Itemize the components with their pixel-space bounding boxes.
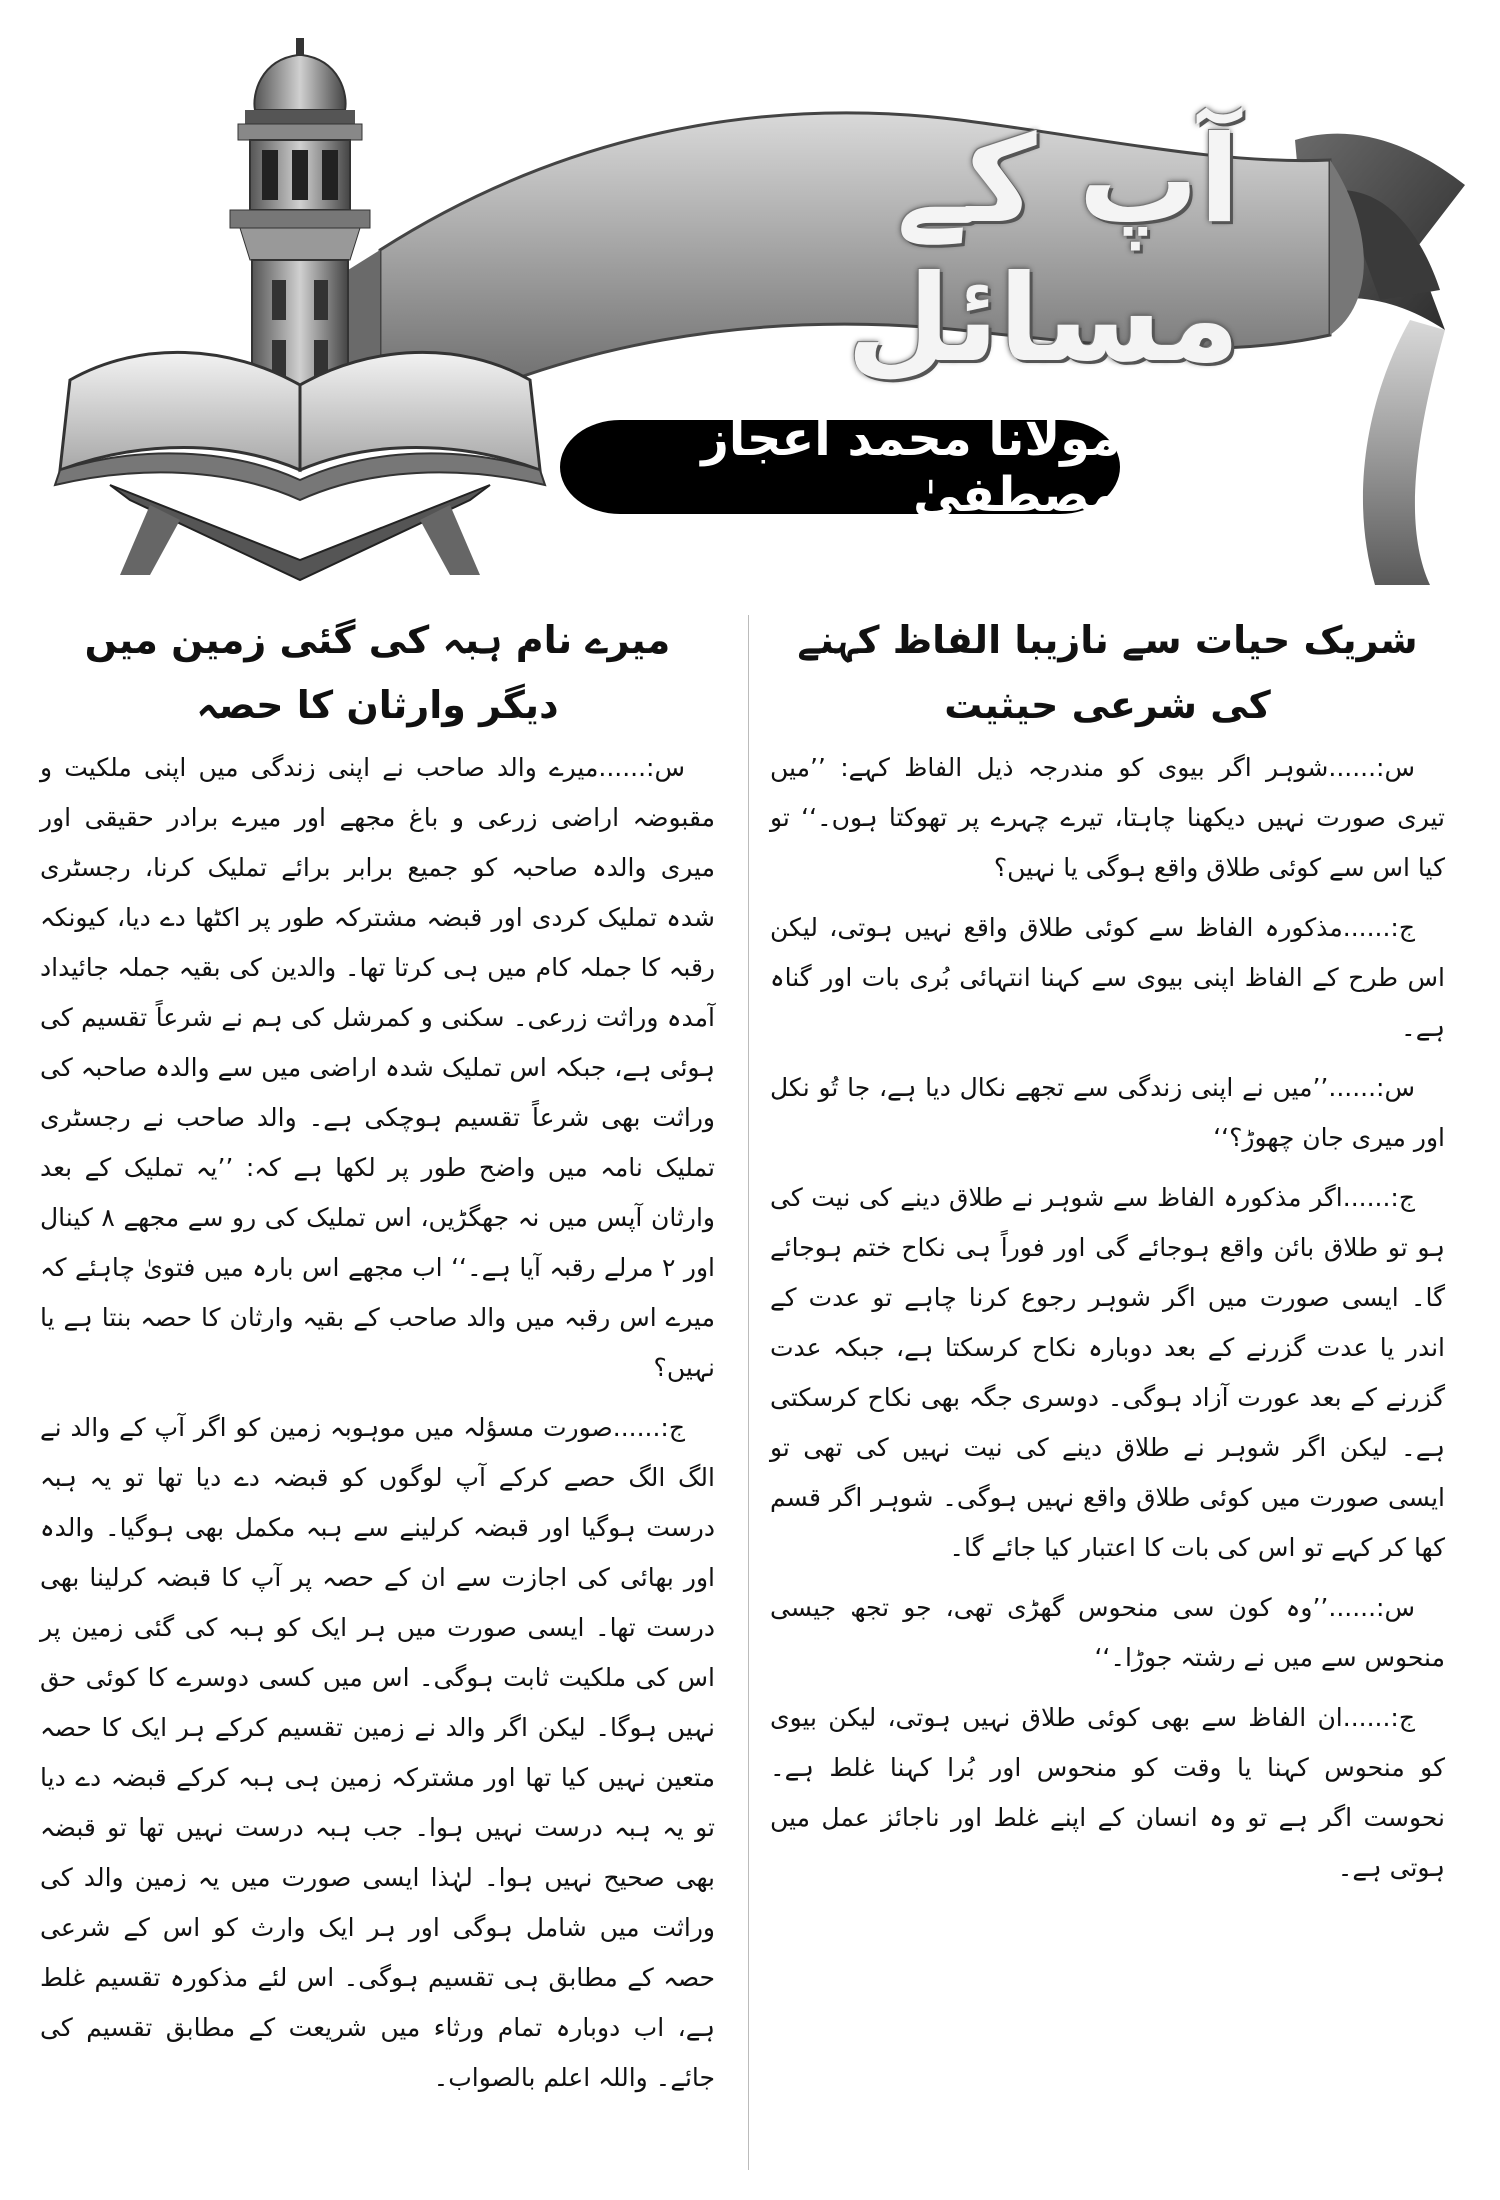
article-heading: میرے نام ہبہ کی گئی زمین میں دیگر وارثان کا حصہ <box>84 618 671 727</box>
answer-paragraph: ج:......اگر مذکورہ الفاظ سے شوہر نے طلاق دینے کی نیت کی ہو تو طلاق بائن واقع ہوجائے گی اور فوراً ہی نکاح ختم ہوجائے گا۔ ایسی صورت میں اگر شوہر رجوع کرنا چاہے تو عدت کے اندر یا عدت گزرنے کے بعد دوبارہ نکاح کرسکتا ہے، جبکہ عدت گزرنے کے بعد عورت آزاد ہوگی۔ دوسری جگہ بھی نکاح کرسکتی ہے۔ لیکن اگر شوہر نے طلاق دینے کی نیت نہیں کی تھی تو ایسی صورت میں کوئی طلاق واقع نہیں ہوگی۔ شوہر اگر قسم کھا کر کہے تو اس کی بات کا اعتبار کیا جائے گا۔ <box>770 1183 1445 1563</box>
question-paragraph: س:......میرے والد صاحب نے اپنی زندگی میں اپنی ملکیت و مقبوضہ اراضی زرعی و باغ مجھے اور میرے برادر حقیقی اور میری والدہ صاحبہ کو جمیع برابر برائے تملیک کرنا، رجسٹری شدہ تملیک کردی اور قبضہ مشترکہ طور پر اکٹھا دے دیا، کیونکہ رقبہ کا جملہ کام میں ہی کرتا تھا۔ والدین کی بقیہ جملہ جائیداد آمدہ وراثت زرعی۔ سکنی و کمرشل کی ہم نے شرعاً تقسیم کی ہوئی ہے، جبکہ اس تملیک شدہ اراضی میں سے والدہ صاحبہ کی وراثت بھی شرعاً تقسیم ہوچکی ہے۔ والد صاحب نے رجسٹری تملیک نامہ میں واضح طور پر لکھا ہے کہ: ’’یہ تملیک کے بعد وارثان آپس میں نہ جھگڑیں، اس تملیک کی رو سے مجھے ۸ کینال اور ۲ مرلے رقبہ آیا ہے۔‘‘ اب مجھے اس بارہ میں فتویٰ چاہئے کہ میرے اس رقبہ میں والد صاحب کے بقیہ وارثان کا حصہ بنتا ہے یا نہیں؟ <box>40 753 715 1383</box>
page-title: آپ کے مسائل <box>846 111 1240 389</box>
article-left <box>40 608 715 2168</box>
answer-paragraph: ج:......صورت مسؤلہ میں موہوبہ زمین کو اگر آپ کے والد نے الگ الگ حصے کرکے آپ لوگوں کو قبضہ دے دیا تھا تو یہ ہبہ درست ہوگیا اور قبضہ کرلینے سے ہبہ مکمل بھی ہوگیا۔ والدہ اور بھائی کی اجازت سے ان کے حصہ پر آپ کا قبضہ کرلینا بھی درست تھا۔ ایسی صورت میں ہر ایک کو ہبہ کی گئی زمین پر اس کی ملکیت ثابت ہوگی۔ اس میں کسی دوسرے کا کوئی حق نہیں ہوگا۔ لیکن اگر والد نے زمین تقسیم کرکے ہر ایک کا حصہ متعین نہیں کیا تھا اور مشترکہ زمین ہی ہبہ کرکے قبضہ دے دیا تو یہ ہبہ درست نہیں ہوا۔ جب ہبہ درست نہیں تھا تو قبضہ بھی صحیح نہیں ہوا۔ لہٰذا ایسی صورت میں یہ زمین والد کی وراثت میں شامل ہوگی اور ہر ایک وارث کو اس کے شرعی حصہ کے مطابق ہی تقسیم ہوگی۔ اس لئے مذکورہ تقسیم غلط ہے، اب دوبارہ تمام ورثاء میں شریعت کے مطابق تقسیم کی جائے۔ واللہ اعلم بالصواب۔ <box>40 1413 715 2093</box>
question-paragraph: س:......’’وہ کون سی منحوس گھڑی تھی، جو تجھ جیسی منحوس سے میں نے رشتہ جوڑا۔‘‘ <box>770 1593 1445 1673</box>
author-name-badge: مولانا محمد اعجاز مصطفیٰ <box>560 420 1120 514</box>
answer-paragraph: ج:......ان الفاظ سے بھی کوئی طلاق نہیں ہوتی، لیکن بیوی کو منحوس کہنا یا وقت کو منحوس اور بُرا کہنا غلط ہے۔ نحوست اگر ہے تو وہ انسان کے اپنے غلط اور ناجائز عمل میں ہوتی ہے۔ <box>770 1703 1445 1883</box>
masthead <box>0 0 1500 590</box>
article-heading: شریک حیات سے نازیبا الفاظ کہنے کی شرعی حیثیت <box>797 618 1418 727</box>
question-paragraph: س:......’’میں نے اپنی زندگی سے تجھے نکال دیا ہے، جا تُو نکل اور میری جان چھوڑ؟‘‘ <box>770 1073 1445 1153</box>
open-quran-icon <box>55 352 545 580</box>
column-divider <box>748 615 749 2170</box>
question-paragraph: س:......شوہر اگر بیوی کو مندرجہ ذیل الفاظ کہے: ’’میں تیری صورت نہیں دیکھنا چاہتا، تیرے چہرے پر تھوکتا ہوں۔‘‘ تو کیا اس سے کوئی طلاق واقع ہوگی یا نہیں؟ <box>770 753 1445 883</box>
article-right <box>770 608 1445 2168</box>
answer-paragraph: ج:......مذکورہ الفاظ سے کوئی طلاق واقع نہیں ہوتی، لیکن اس طرح کے الفاظ اپنی بیوی سے کہنا انتہائی بُری بات اور گناہ ہے۔ <box>770 913 1445 1043</box>
